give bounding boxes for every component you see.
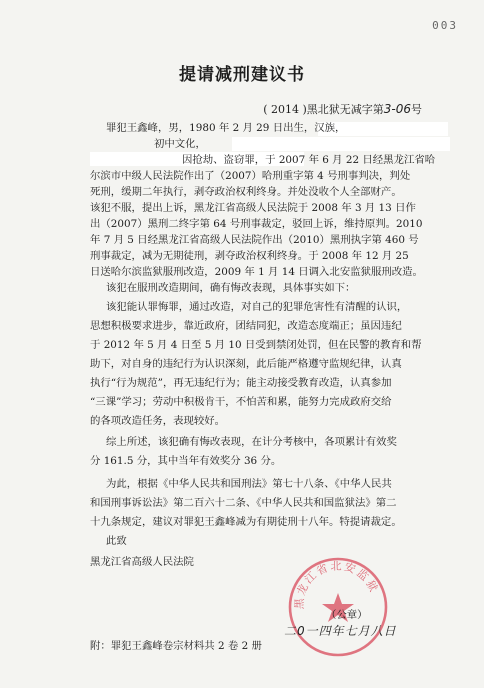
document-number xyxy=(263,101,422,117)
page-number: 003 xyxy=(432,19,458,32)
body-line: 尔滨市中级人民法院作出了（2007）哈刑重字第 4 号刑事判决，判处 xyxy=(90,170,411,182)
seal-text: 黑龙江省北安监狱 xyxy=(292,559,381,610)
body-line: 因抢劫、盗窃罪，于 2007 年 6 月 22 日经黑龙江省哈 xyxy=(182,154,436,166)
document-number-printed: ( 2014 )黑北狱无减字第 xyxy=(263,103,384,116)
body-line: 助下，对自身的违纪行为认识深刻，此后能严格遵守监规纪律，认真 xyxy=(90,358,402,370)
body-line: 该犯在服刑改造期间，确有悔改表现，具体事实如下： xyxy=(106,282,356,294)
body-line: 该犯能认罪悔罪，通过改造，对自己的犯罪危害性有清醒的认识， xyxy=(106,301,408,313)
recipient-court: 黑龙江省高级人民法院 xyxy=(90,556,194,568)
document-number-suffix: 号 xyxy=(411,103,422,116)
salutation: 此致 xyxy=(106,535,127,547)
body-line: 为此，根据《中华人民共和国刑法》第七十八条、《中华人民共 xyxy=(106,478,392,490)
body-line: 的各项改造任务，表现较好。 xyxy=(90,415,226,427)
body-line: 年 7 月 5 日经黑龙江省高级人民法院作出（2010）黑刑执字第 460 号 xyxy=(90,234,419,246)
body-line: 思想积极要求进步，靠近政府，团结同犯，改造态度端正；虽因违纪 xyxy=(90,320,402,332)
body-line: 死刑，缓期二年执行，剥夺政治权利终身。并处没收个人全部财产。 xyxy=(90,186,402,198)
body-line: 十九条规定，建议对罪犯王鑫峰减为有期徒刑十八年。特提请裁定。 xyxy=(90,516,402,528)
redaction-box xyxy=(232,137,450,151)
body-line: 日送哈尔滨监狱服刑改造，2009 年 1 月 14 日调入北安监狱服刑改造。 xyxy=(90,266,423,278)
document-title: 提请减刑建议书 xyxy=(179,65,305,85)
body-line: 出（2007）黑刑二终字第 64 号刑事裁定，驳回上诉，维持原判。2010 xyxy=(90,218,423,230)
seal-label: （公章） xyxy=(326,609,368,621)
body-line: 分 161.5 分，其中当年有效奖分 36 分。 xyxy=(90,455,282,467)
document-number-handwritten: 3-06 xyxy=(383,102,411,116)
body-line: 罪犯王鑫峰，男，1980 年 2 月 29 日出生，汉族， xyxy=(106,122,346,134)
body-line: 于 2012 年 5 月 4 日至 5 月 10 日受到禁闭处罚，但在民警的教育和帮 xyxy=(90,339,422,351)
body-line: 综上所述，该犯确有悔改表现，在计分考核中，各项累计有效奖 xyxy=(106,436,397,448)
body-line: “三课”学习；劳动中积极肯干，不怕苦和累，能努力完成政府交给 xyxy=(90,396,392,408)
body-line: 刑事裁定，减为无期徒刑，剥夺政治权利终身。于 2008 年 12 月 25 xyxy=(90,250,409,262)
body-line: 和国刑事诉讼法》第二百六十二条、《中华人民共和国监狱法》第二 xyxy=(90,497,397,509)
attachment-note: 附：罪犯王鑫峰卷宗材料共 2 卷 2 册 xyxy=(90,640,262,652)
body-line: 执行“行为规范”，再无违纪行为；能主动接受教育改造，认真参加 xyxy=(90,377,392,389)
body-line: 初中文化， xyxy=(154,138,206,150)
body-line: 该犯不服，提出上诉，黑龙江省高级人民法院于 2008 年 3 月 13 日作 xyxy=(90,202,416,214)
handwritten-date: 二0一四年七月八日 xyxy=(284,624,397,638)
